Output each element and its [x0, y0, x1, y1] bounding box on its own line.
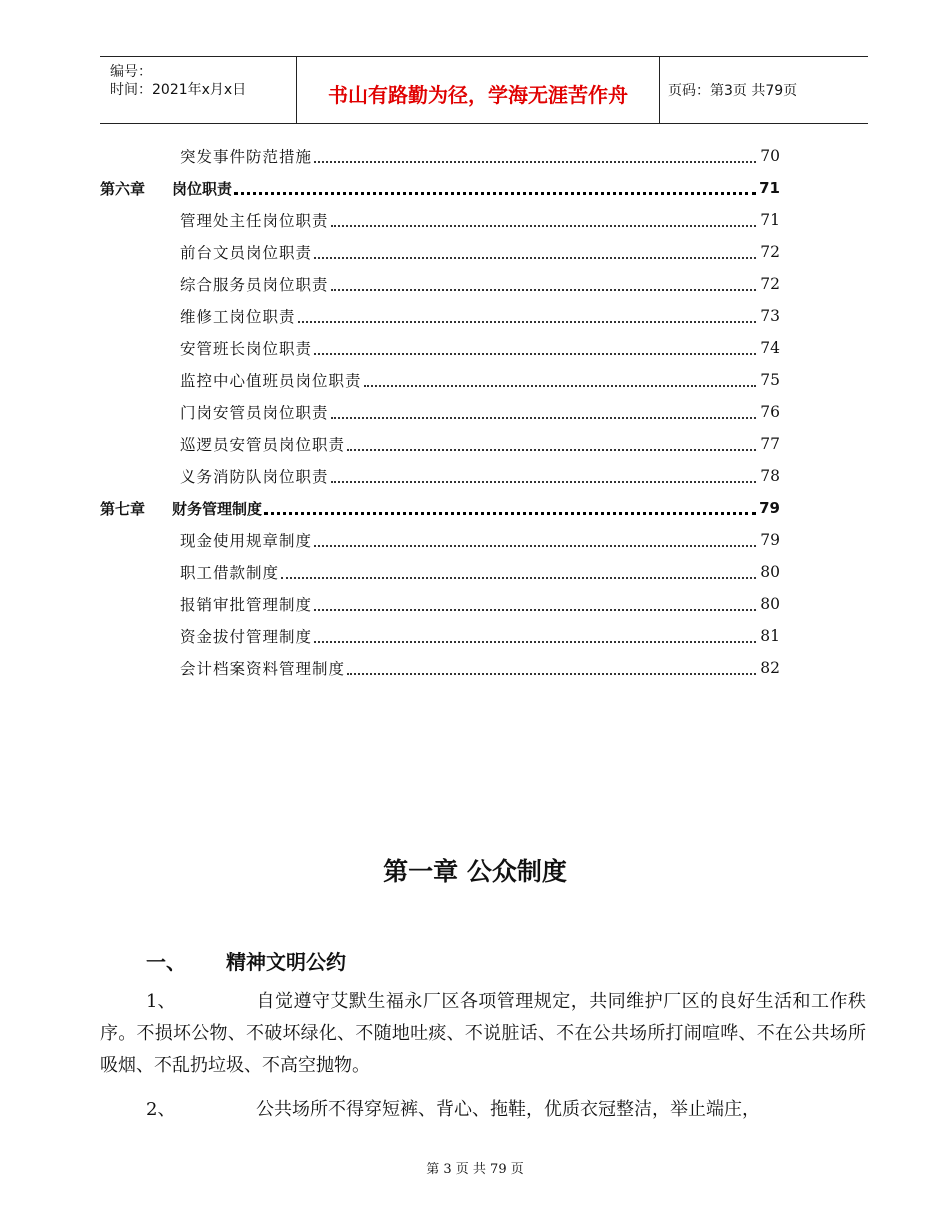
toc-page-number: 79 — [759, 499, 780, 517]
paragraph-number: 2、 — [146, 1099, 176, 1120]
section-heading — [146, 946, 346, 975]
toc-entry-title: 岗位职责 — [172, 179, 233, 198]
toc-row — [100, 332, 780, 364]
toc-page-number: 77 — [760, 435, 780, 453]
toc-page-number: 72 — [760, 275, 780, 293]
toc-row — [100, 588, 780, 620]
toc-row — [100, 300, 780, 332]
toc-leader-dots — [298, 320, 756, 323]
toc-leader-dots — [281, 576, 756, 579]
toc-leader-dots — [364, 384, 756, 387]
toc-leader-dots — [314, 352, 756, 355]
paragraph-text: 公共场所不得穿短裤、背心、拖鞋，优质衣冠整洁，举止端庄， — [256, 1099, 760, 1120]
toc-entry-title: 门岗安管员岗位职责 — [180, 404, 329, 422]
header-page-info: 页码：第3页 共79页 — [668, 83, 798, 99]
toc-leader-dots — [314, 640, 756, 643]
toc-page-number: 75 — [760, 371, 780, 389]
toc-entry-title: 会计档案资料管理制度 — [180, 660, 346, 678]
toc-page-number: 80 — [760, 595, 780, 613]
toc-entry-title: 资金拔付管理制度 — [180, 628, 313, 646]
header-motto-cell — [297, 57, 660, 123]
toc-leader-dots — [234, 191, 756, 195]
toc-entry-title: 职工借款制度 — [180, 564, 280, 582]
paragraph — [100, 1094, 866, 1126]
toc-page-number: 82 — [760, 659, 780, 677]
toc-page-number: 81 — [760, 627, 780, 645]
toc-entry-title: 维修工岗位职责 — [180, 308, 296, 326]
toc-leader-dots — [314, 544, 756, 547]
toc-leader-dots — [347, 672, 756, 675]
page-footer: 第 3 页 共 79 页 — [426, 1162, 524, 1177]
toc-page-number: 72 — [760, 243, 780, 261]
section-number: 一、 — [146, 950, 186, 974]
toc-row — [100, 364, 780, 396]
paragraph-text: 自觉遵守艾默生福永厂区各项管理规定，共同维护厂区的良好生活和工作秩序。不损坏公物、不破坏绿化、不随地吐痰、不说脏话、不在公共场所打闹喧哗、不在公共场所吸烟、不乱扔垃圾、不高空抛物。 — [100, 991, 866, 1076]
header-date: 时间：2021年x月x日 — [110, 82, 247, 98]
toc-row — [100, 396, 780, 428]
toc-row — [100, 524, 780, 556]
toc-page-number: 76 — [760, 403, 780, 421]
toc-entry-title: 前台文员岗位职责 — [180, 244, 313, 262]
toc-page-number: 74 — [760, 339, 780, 357]
toc-entry-title: 义务消防队岗位职责 — [180, 468, 329, 486]
toc-entry-title: 现金使用规章制度 — [180, 532, 313, 550]
toc-row — [100, 556, 780, 588]
toc-leader-dots — [331, 224, 756, 227]
header-number-label: 编号： — [110, 64, 152, 80]
toc-leader-dots — [331, 480, 756, 483]
toc-page-number: 70 — [760, 147, 780, 165]
toc-row — [100, 268, 780, 300]
toc-leader-dots — [314, 608, 756, 611]
toc-chapter-number: 第七章 — [100, 499, 146, 518]
toc-entry-title: 巡逻员安管员岗位职责 — [180, 436, 346, 454]
toc-leader-dots — [264, 511, 756, 515]
toc-row — [100, 652, 780, 684]
toc-page-number: 71 — [760, 211, 780, 229]
toc-row — [100, 204, 780, 236]
toc-row — [100, 236, 780, 268]
table-of-contents — [100, 140, 780, 684]
toc-row — [100, 460, 780, 492]
toc-page-number: 80 — [760, 563, 780, 581]
header-meta — [100, 57, 297, 123]
chapter-title: 第一章 公众制度 — [383, 857, 567, 886]
toc-row — [100, 620, 780, 652]
header-page-cell — [660, 57, 868, 123]
header-motto: 书山有路勤为径，学海无涯苦作舟 — [328, 83, 628, 107]
toc-entry-title: 报销审批管理制度 — [180, 596, 313, 614]
toc-page-number: 78 — [760, 467, 780, 485]
page-header — [100, 56, 868, 124]
section-title: 精神文明公约 — [226, 950, 346, 974]
toc-entry-title: 财务管理制度 — [172, 499, 263, 518]
toc-row — [100, 172, 780, 204]
toc-entry-title: 突发事件防范措施 — [180, 148, 313, 166]
toc-entry-title: 安管班长岗位职责 — [180, 340, 313, 358]
toc-leader-dots — [314, 160, 756, 163]
toc-row — [100, 492, 780, 524]
toc-entry-title: 综合服务员岗位职责 — [180, 276, 329, 294]
toc-leader-dots — [347, 448, 756, 451]
paragraph-number: 1、 — [146, 991, 176, 1012]
toc-page-number: 73 — [760, 307, 780, 325]
toc-leader-dots — [314, 256, 756, 259]
toc-row — [100, 428, 780, 460]
toc-entry-title: 管理处主任岗位职责 — [180, 212, 329, 230]
toc-leader-dots — [331, 288, 756, 291]
toc-leader-dots — [331, 416, 756, 419]
toc-entry-title: 监控中心值班员岗位职责 — [180, 372, 362, 390]
toc-page-number: 79 — [760, 531, 780, 549]
paragraph — [100, 986, 866, 1082]
toc-page-number: 71 — [759, 179, 780, 197]
toc-chapter-number: 第六章 — [100, 179, 146, 198]
toc-row — [100, 140, 780, 172]
